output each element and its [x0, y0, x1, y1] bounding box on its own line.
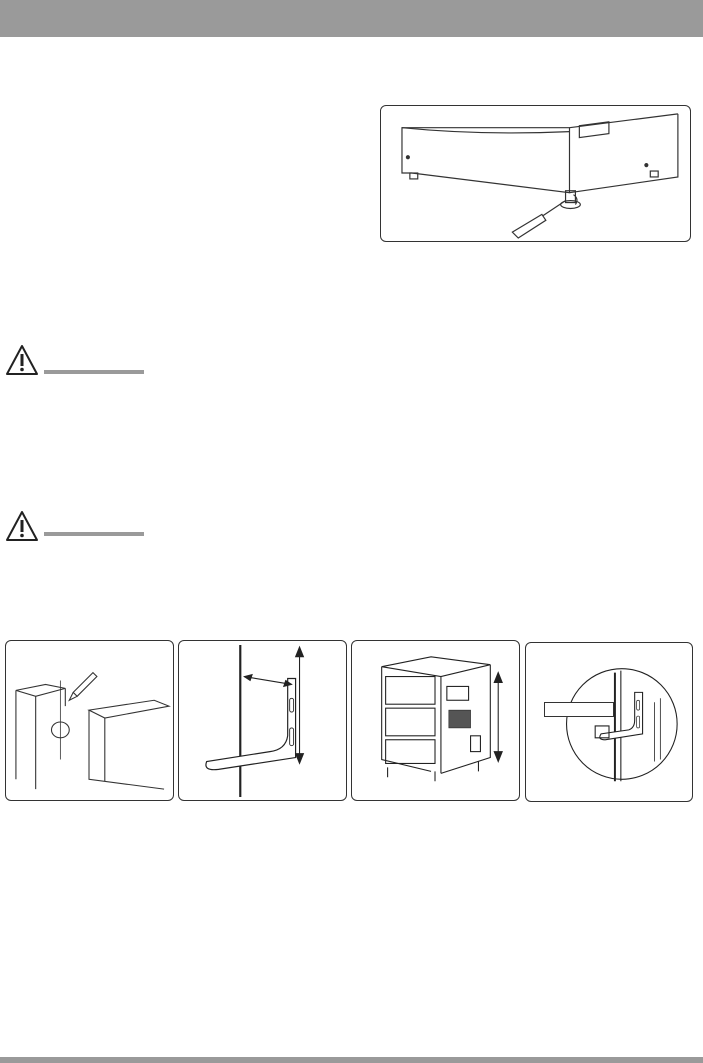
figure-adjust-feet-drawing — [381, 106, 690, 241]
figure-bracket-engaged-drawing — [526, 643, 692, 801]
figure-mark-cabinet — [5, 640, 174, 801]
warning-divider — [44, 370, 144, 374]
figure-cooker-height — [351, 640, 520, 801]
figure-cooker-height-drawing — [352, 641, 519, 800]
figure-bracket-engaged — [525, 642, 693, 802]
warning-divider — [44, 532, 144, 536]
figure-bracket-distance-drawing — [179, 641, 346, 800]
warning-triangle-icon — [5, 344, 39, 376]
warning-triangle-icon — [5, 510, 39, 542]
page-footer-bar — [0, 1057, 703, 1063]
callout-label-box — [544, 702, 614, 717]
figure-adjust-feet — [380, 105, 691, 242]
page-header-bar — [0, 0, 703, 37]
figure-mark-cabinet-drawing — [6, 641, 173, 800]
figure-bracket-distance — [178, 640, 347, 801]
